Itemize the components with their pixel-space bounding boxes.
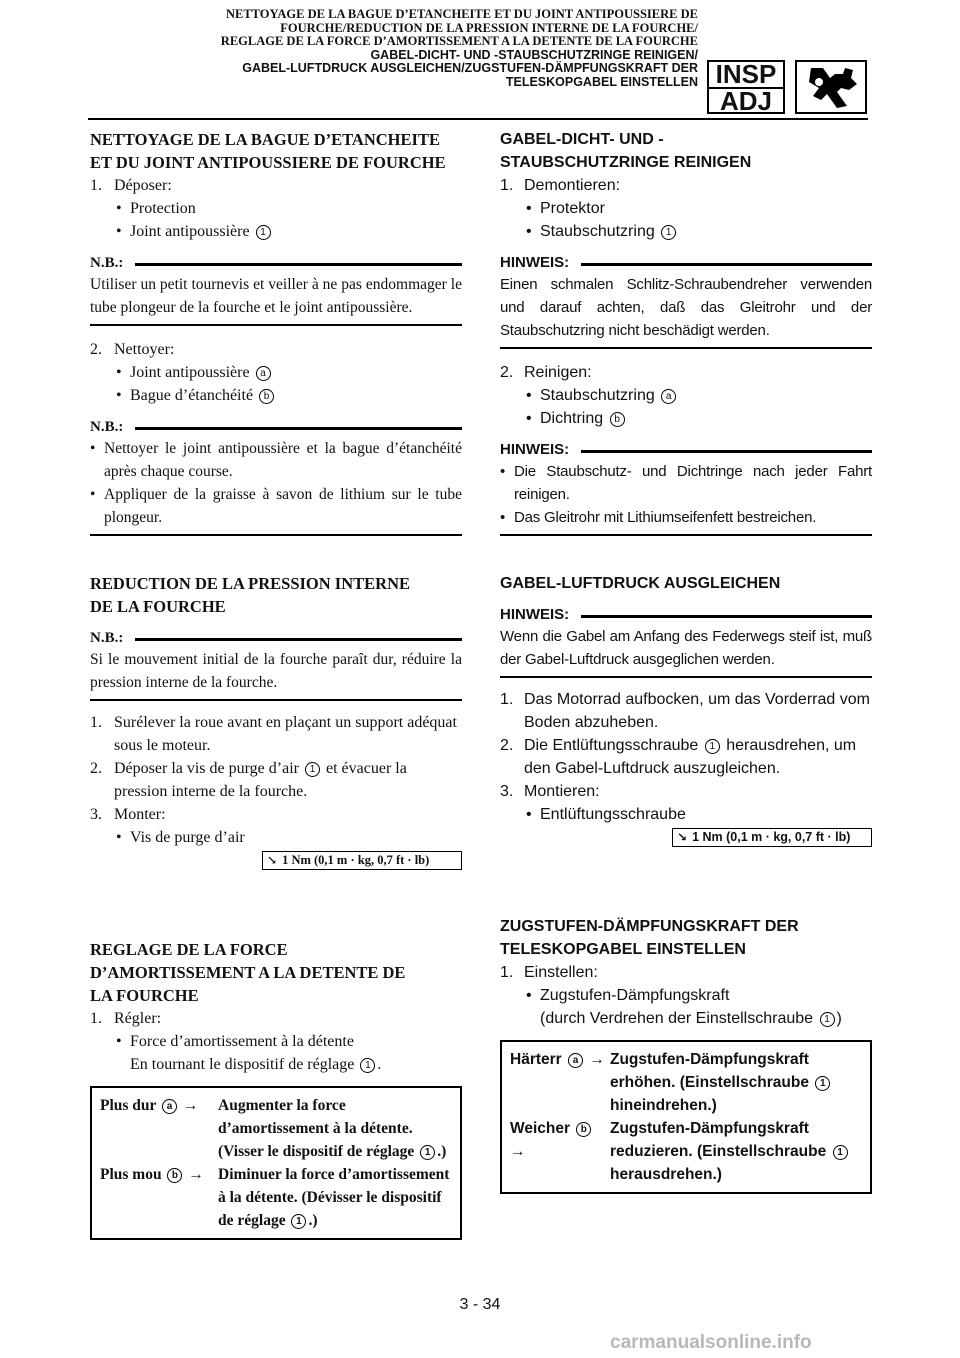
note-box: HINWEIS: Wenn die Gabel am Anfang des Federwegs steif ist, muß der Gabel-Luftdruck ausgeglichen werden. bbox=[500, 605, 872, 678]
header-title bbox=[98, 8, 698, 89]
spec-box: Plus dur a → Augmenter la force d’amortissement à la détente. (Visser le dispositif de réglage 1 .) Plus mou b → Diminuer la force d’amortissement à la détente. (Dévisser le dispositif de réglage 1 .) bbox=[90, 1086, 462, 1240]
note-box: HINWEIS: • Die Staubschutz- und Dichtringe nach jeder Fahrt reinigen. • Das Gleitrohr mit Lithiumseifenfett bestreichen. bbox=[500, 440, 872, 536]
step: 2. Nettoyer: bbox=[90, 341, 175, 358]
step: 1. Demontieren: bbox=[500, 177, 621, 194]
section-title: ZUGSTUFEN-DÄMPFUNGSKRAFT DER bbox=[500, 918, 799, 935]
step: 3. Montieren: bbox=[500, 783, 600, 800]
callout-1: 1 bbox=[256, 225, 271, 240]
right-column-german bbox=[500, 128, 872, 1194]
callout-b: b bbox=[259, 389, 274, 404]
step: 1. Déposer: bbox=[90, 177, 172, 194]
header-line: GABEL-DICHT- UND -STAUBSCHUTZRINGE REINIGEN/ bbox=[370, 47, 698, 62]
list-item: • Protektor bbox=[526, 200, 605, 217]
step: 1. Einstellen: bbox=[500, 964, 598, 981]
header-line: GABEL-LUFTDRUCK AUSGLEICHEN/ZUGSTUFEN-DÄMPFUNGSKRAFT DER bbox=[242, 61, 698, 75]
list-subtext: (durch Verdrehen der Einstellschraube 1 ) bbox=[540, 1010, 842, 1027]
spec-box: Härterr a → Zugstufen-Dämpfungskraft erhöhen. (Einstellschraube 1 hineindrehen.) Weicher b → Zugstufen-Dämpfungskraft reduzieren. (Einstellschraube 1 herausdrehen.) bbox=[500, 1040, 872, 1194]
list-item: • Zugstufen-Dämpfungskraft bbox=[526, 987, 730, 1004]
section-title: ET DU JOINT ANTIPOUSSIERE DE FOURCHE bbox=[90, 153, 446, 172]
section-title: REDUCTION DE LA PRESSION INTERNE bbox=[90, 574, 410, 593]
note-box: N.B.: Si le mouvement initial de la fourche paraît dur, réduire la pression interne de la fourche. bbox=[90, 628, 462, 701]
note-label: N.B.: bbox=[90, 253, 462, 273]
wrench-tool-icon bbox=[795, 60, 867, 114]
note-text: Utiliser un petit tournevis et veiller à ne pas endommager le tube plongeur de la fourche et le joint antipoussière. bbox=[90, 276, 462, 316]
section-title: LA FOURCHE bbox=[90, 986, 199, 1005]
step: 3. Monter: bbox=[90, 806, 166, 823]
list-subtext: En tournant le dispositif de réglage 1 . bbox=[130, 1056, 382, 1073]
section-title: REGLAGE DE LA FORCE bbox=[90, 940, 288, 959]
list-item: • Entlüftungsschraube bbox=[526, 806, 686, 823]
note-box: HINWEIS: Einen schmalen Schlitz-Schraubendreher verwenden und darauf achten, daß das Gleitrohr und der Staubschutzring nicht beschädigt werden. bbox=[500, 253, 872, 349]
section-title: STAUBSCHUTZRINGE REINIGEN bbox=[500, 154, 752, 171]
list-item: • Dichtring b bbox=[500, 407, 872, 430]
list-item: • Joint antipoussière 1 bbox=[90, 220, 462, 243]
header-line: TELESKOPGABEL EINSTELLEN bbox=[505, 74, 698, 89]
badge-bottom: ADJ bbox=[719, 86, 772, 116]
torque-spec: ↘ 1 Nm (0,1 m · kg, 0,7 ft · lb) bbox=[90, 851, 462, 870]
list-item: • Force d’amortissement à la détente bbox=[116, 1033, 354, 1050]
note-box bbox=[90, 253, 462, 326]
callout-a: a bbox=[256, 366, 271, 381]
list-item: • Staubschutzring a bbox=[500, 384, 872, 407]
note-box: N.B.: • Nettoyer le joint antipoussière et la bague d’étanchéité après chaque course. • Appliquer de la graisse à savon de lithium sur le tube plongeur. bbox=[90, 417, 462, 536]
step: 2. Die Entlüftungsschraube 1 herausdrehen, um den Gabel-Luftdruck auszugleichen. bbox=[500, 737, 857, 777]
section-title: NETTOYAGE DE LA BAGUE D’ETANCHEITE bbox=[90, 130, 440, 149]
section-title: TELESKOPGABEL EINSTELLEN bbox=[500, 941, 746, 958]
list-item: • Joint antipoussière a bbox=[90, 361, 462, 384]
step: 1. Surélever la roue avant en plaçant un support adéquat sous le moteur. bbox=[90, 714, 457, 754]
section-title: GABEL-DICHT- UND - bbox=[500, 131, 664, 148]
step: 2. Déposer la vis de purge d’air 1 et évacuer la pression interne de la fourche. bbox=[90, 760, 407, 800]
step: 2. Reinigen: bbox=[500, 364, 592, 381]
section-title: D’AMORTISSEMENT A LA DETENTE DE bbox=[90, 963, 406, 982]
insp-adj-badge bbox=[707, 60, 785, 114]
torque-spec: ↘ 1 Nm (0,1 m · kg, 0,7 ft · lb) bbox=[500, 828, 872, 847]
list-item: • Staubschutzring 1 bbox=[500, 220, 872, 243]
header-divider bbox=[88, 118, 868, 120]
list-item: • Protection bbox=[116, 200, 196, 217]
header-line: NETTOYAGE DE LA BAGUE D’ETANCHEITE ET DU JOINT ANTIPOUSSIERE DE bbox=[225, 7, 698, 21]
step: 1. Régler: bbox=[90, 1010, 162, 1027]
header-line: REGLAGE DE LA FORCE D’AMORTISSEMENT A LA DETENTE DE LA FOURCHE bbox=[220, 34, 698, 48]
list-item: • Vis de purge d’air bbox=[116, 829, 245, 846]
section-title: GABEL-LUFTDRUCK AUSGLEICHEN bbox=[500, 575, 781, 592]
section-title: DE LA FOURCHE bbox=[90, 597, 226, 616]
watermark: carmanualsonline.info bbox=[610, 1332, 812, 1353]
header-line: FOURCHE/REDUCTION DE LA PRESSION INTERNE DE LA FOURCHE/ bbox=[280, 20, 698, 35]
left-column-french bbox=[90, 128, 462, 1240]
page-header bbox=[0, 0, 960, 125]
torque-wrench-icon: ↘ bbox=[677, 830, 688, 844]
step: 1. Das Motorrad aufbocken, um das Vorderrad vom Boden abzuheben. bbox=[500, 691, 870, 731]
list-item: • Bague d’étanchéité b bbox=[90, 384, 462, 407]
badge-top: INSP bbox=[709, 62, 783, 89]
page-number: 3 - 34 bbox=[459, 1296, 501, 1313]
torque-wrench-icon: ↘ bbox=[267, 853, 278, 867]
